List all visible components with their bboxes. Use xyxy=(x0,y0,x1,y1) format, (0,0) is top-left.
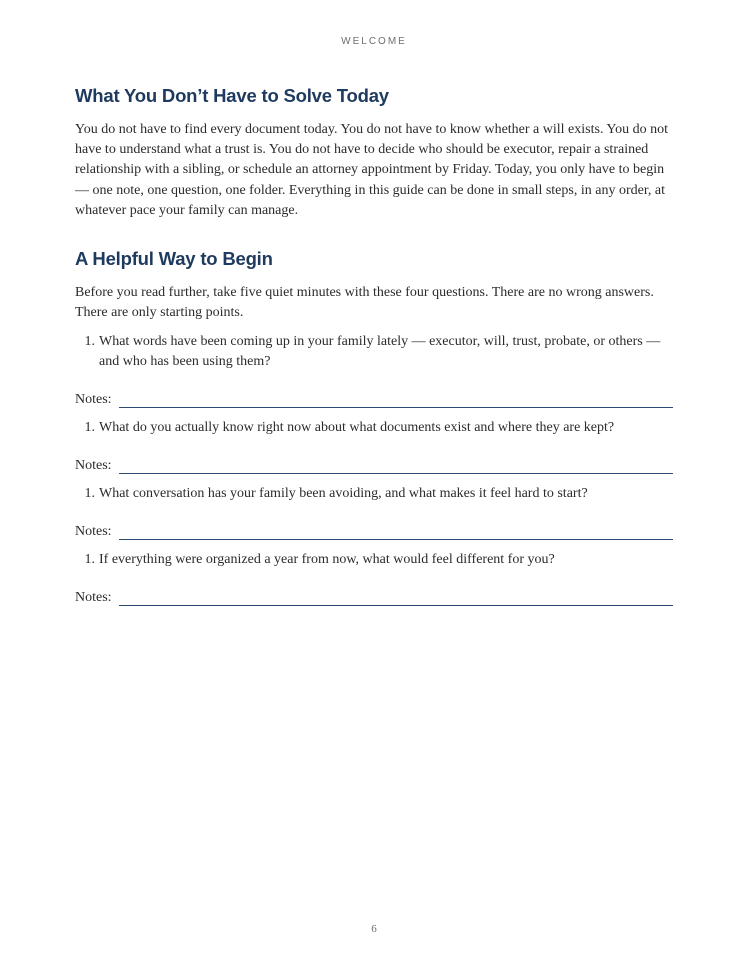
notes-label: Notes: xyxy=(75,524,112,540)
running-header: WELCOME xyxy=(341,36,407,47)
question-item xyxy=(75,418,673,438)
notes-field[interactable] xyxy=(75,589,673,607)
notes-field[interactable] xyxy=(75,523,673,541)
question-text: What do you actually know right now about what documents exist and where they are kept? xyxy=(99,420,615,436)
question-text: If everything were organized a year from now, what would feel different for you? xyxy=(99,552,555,568)
section-helpful-way-to-begin xyxy=(75,247,673,607)
notes-field[interactable] xyxy=(75,457,673,475)
question-number: 1. xyxy=(84,552,95,568)
question-number: 1. xyxy=(84,334,95,350)
page-number: 6 xyxy=(371,923,377,935)
notes-line[interactable] xyxy=(119,393,673,408)
section-heading: What You Don’t Have to Solve Today xyxy=(75,85,389,106)
notes-label: Notes: xyxy=(75,590,112,606)
section-heading: A Helpful Way to Begin xyxy=(75,248,273,270)
section-body-paragraph: You do not have to find every document today. You do not have to know whether a will exists. You do not have to understand what a trust is. You do not have to decide who should be executor, repair a strained relationship with a sibling, or schedule an attorney appointment by Friday. Today, you only have to begin — one note, one question, one folder. Everything in this guide can be done in small steps, in any order, at whatever pace your family can manage. xyxy=(75,122,669,218)
question-number: 1. xyxy=(84,420,95,436)
question-item xyxy=(75,550,673,570)
section-what-you-dont-have-to-solve xyxy=(75,84,673,221)
notes-line[interactable] xyxy=(119,459,673,474)
question-number: 1. xyxy=(84,486,95,502)
notes-line[interactable] xyxy=(119,591,673,606)
notes-field[interactable] xyxy=(75,391,673,409)
question-text: What conversation has your family been avoiding, and what makes it feel hard to start? xyxy=(99,486,588,502)
notes-label: Notes: xyxy=(75,458,112,474)
page-content xyxy=(75,84,673,607)
question-item xyxy=(75,332,673,372)
question-item xyxy=(75,484,673,504)
section-intro-paragraph: Before you read further, take five quiet minutes with these four questions. There are no wrong answers. There are only starting points. xyxy=(75,285,654,321)
question-text: What words have been coming up in your family lately — executor, will, trust, probate, or others — and who has been using them? xyxy=(99,334,661,370)
notes-line[interactable] xyxy=(119,525,673,540)
notes-label: Notes: xyxy=(75,392,112,408)
